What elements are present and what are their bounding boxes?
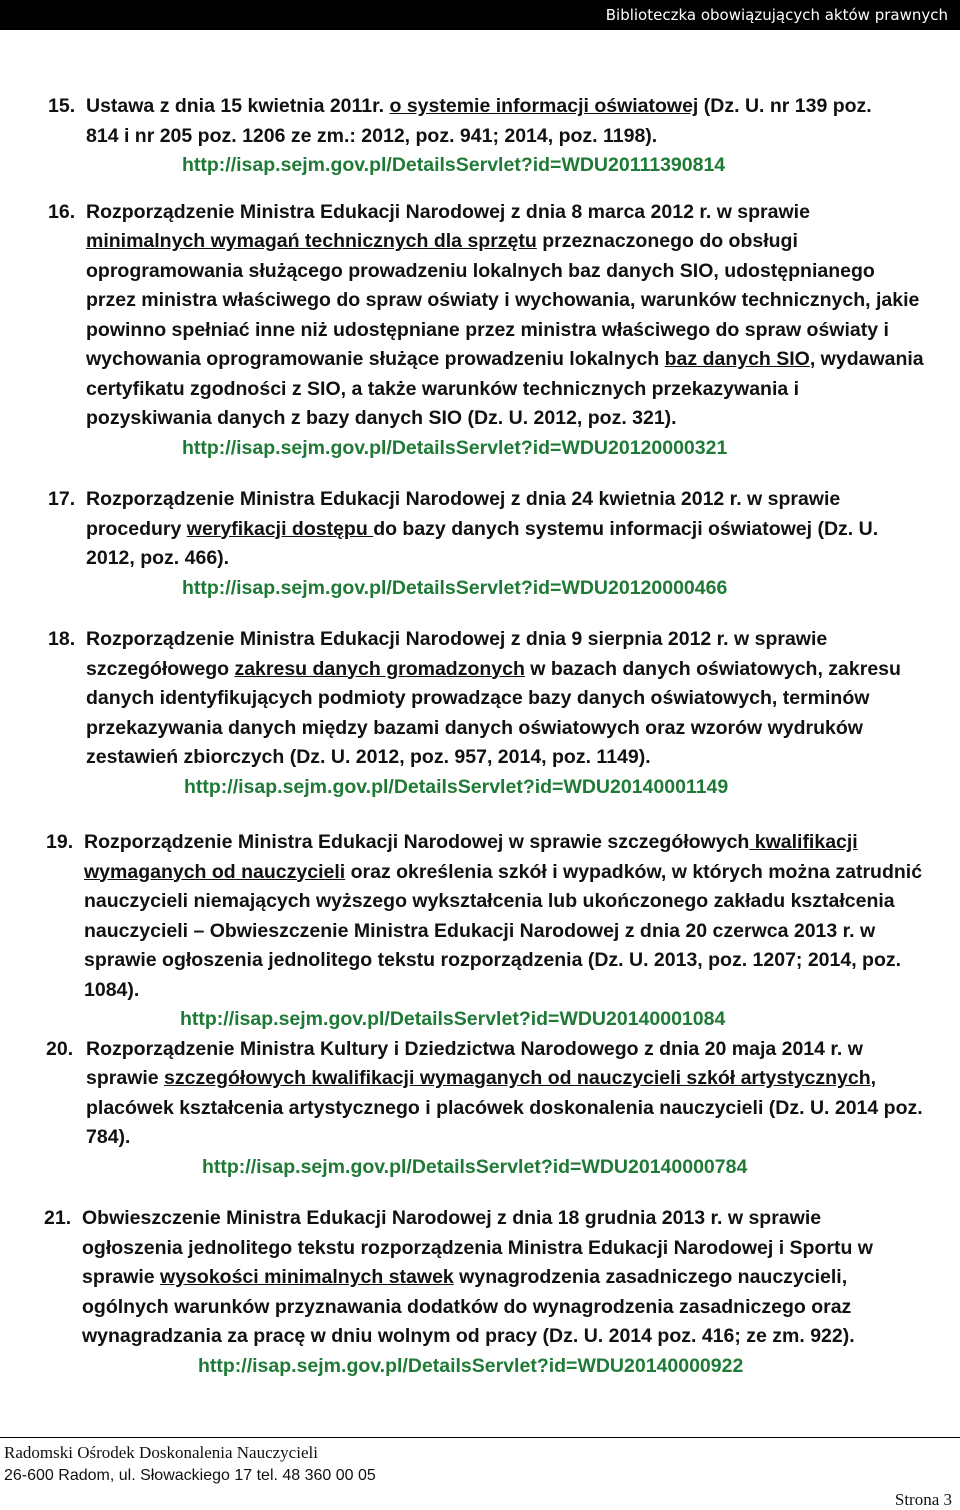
entry-number: 18. [48,628,76,650]
underlined-term: weryfikacji dostępu [186,517,374,540]
footer-address: 26-600 Radom, ul. Słowackiego 17 tel. 48 360 00 05 [4,1467,376,1484]
page-number: Strona 3 [894,1490,952,1509]
isap-link[interactable]: http://isap.sejm.gov.pl/DetailsServlet?id=WDU20140000784 [202,1155,748,1178]
entry-text: Rozporządzenie Ministra Edukacji Narodowej z dnia 24 kwietnia 2012 r. w sprawie procedury weryfikacji dostępu do bazy danych systemu informacji oświatowej (Dz. U. 2012, poz. 466). [86,488,879,569]
underlined-term: o systemie informacji oświatowej [389,95,699,117]
entry-number: 20. [46,1037,74,1060]
document-content [0,92,960,1381]
entry-text: Rozporządzenie Ministra Edukacji Narodowej z dnia 9 sierpnia 2012 r. w sprawie szczegółowego zakresu danych gromadzonych w bazach danych oświatowych, zakresu danych identyfikujących podmioty prowadzące bazy danych oświatowych, terminów przekazywania danych między bazami danych oświatowych oraz wzorów wydruków zestawień zbiorczych (Dz. U. 2012, poz. 957, 2014, poz. 1149). [86,628,901,768]
entry-number: 16. [48,200,76,223]
page-footer [0,1437,960,1508]
entry-number: 21. [44,1207,72,1229]
isap-link[interactable]: http://isap.sejm.gov.pl/DetailsServlet?id=WDU20140001149 [184,775,729,798]
law-entry-15 [0,92,906,181]
footer-divider [0,1437,960,1438]
underlined-term: kwalifikacji wymaganych od nauczycieli [84,831,858,883]
footer-institution: Radomski Ośrodek Doskonalenia Nauczycieli [4,1443,318,1462]
running-header [0,0,960,30]
entry-text: Ustawa z dnia 15 kwietnia 2011r. o systemie informacji oświatowej (Dz. U. nr 139 poz. 814 i nr 205 poz. 1206 ze zm.: 2012, poz. 941; 2014, poz. 1198). [86,95,872,147]
entry-text: Rozporządzenie Ministra Kultury i Dziedzictwa Narodowego z dnia 20 maja 2014 r. w sprawie szczegółowych kwalifikacji wymaganych od nauczycieli szkół artystycznych, placówek kształcenia artystycznego i placówek doskonalenia nauczycieli (Dz. U. 2014 poz. 784). [86,1037,923,1148]
underlined-term: szczegółowych kwalifikacji wymaganych od nauczycieli szkół artystycznych [164,1067,871,1089]
law-entry-19 [0,828,930,1035]
entry-text: Rozporządzenie Ministra Edukacji Narodowej w sprawie szczegółowych kwalifikacji wymaganych od nauczycieli oraz określenia szkół i wypadków, w których można zatrudnić nauczycieli niemających wyższego wykształcenia lub ukończonego zakładu kształcenia nauczycieli – Obwieszczenie Ministra Edukacji Narodowej z dnia 20 czerwca 2013 r. w sprawie ogłoszenia jednolitego tekstu rozporządzenia (Dz. U. 2013, poz. 1207; 2014, poz. 1084). [84,831,923,1001]
isap-link[interactable]: http://isap.sejm.gov.pl/DetailsServlet?id=WDU20120000466 [182,576,728,599]
law-entry-17 [0,485,916,603]
isap-link[interactable]: http://isap.sejm.gov.pl/DetailsServlet?id=WDU20120000321 [182,436,728,459]
header-title: Biblioteczka obowiązujących aktów prawnych [605,6,948,24]
underlined-term: baz danych SIO [664,348,810,370]
entry-number: 15. [48,95,76,117]
isap-link[interactable]: http://isap.sejm.gov.pl/DetailsServlet?id=WDU20111390814 [182,154,726,176]
entry-number: 19. [46,831,74,853]
isap-link[interactable]: http://isap.sejm.gov.pl/DetailsServlet?id=WDU20140000922 [198,1354,744,1377]
underlined-term: zakresu danych gromadzonych [234,657,525,680]
law-entry-21 [0,1204,926,1381]
entry-number: 17. [48,488,76,510]
isap-link[interactable]: http://isap.sejm.gov.pl/DetailsServlet?id=WDU20140001084 [180,1008,726,1030]
law-entry-16 [0,198,926,464]
underlined-term: wysokości minimalnych stawek [160,1266,454,1288]
entry-text: Rozporządzenie Ministra Edukacji Narodowej z dnia 8 marca 2012 r. w sprawie minimalnych wymagań technicznych dla sprzętu przeznaczonego do obsługi oprogramowania służącego prowadzeniu lokalnych baz danych SIO, udostępnianego przez ministra właściwego do spraw oświaty i wychowania, warunków technicznych, jakie powinno spełniać inne niż udostępniane przez ministra właściwego do spraw oświaty i wychowania oprogramowanie służące prowadzeniu lokalnych baz danych SIO, wydawania certyfikatu zgodności z SIO, a także warunków technicznych przekazywania i pozyskiwania danych z bazy danych SIO (Dz. U. 2012, poz. 321). [86,200,924,429]
law-entry-20 [0,1035,936,1183]
entry-text: Obwieszczenie Ministra Edukacji Narodowej z dnia 18 grudnia 2013 r. w sprawie ogłoszenia jednolitego tekstu rozporządzenia Ministra Edukacji Narodowej i Sportu w sprawie wysokości minimalnych stawek wynagrodzenia zasadniczego nauczycieli, ogólnych warunków przyznawania dodatków do wynagrodzenia zasadniczego oraz wynagradzania za pracę w dniu wolnym od pracy (Dz. U. 2014 poz. 416; ze zm. 922). [82,1207,873,1347]
underlined-term: minimalnych wymagań technicznych dla sprzętu [86,230,537,252]
law-entry-18 [0,625,926,802]
